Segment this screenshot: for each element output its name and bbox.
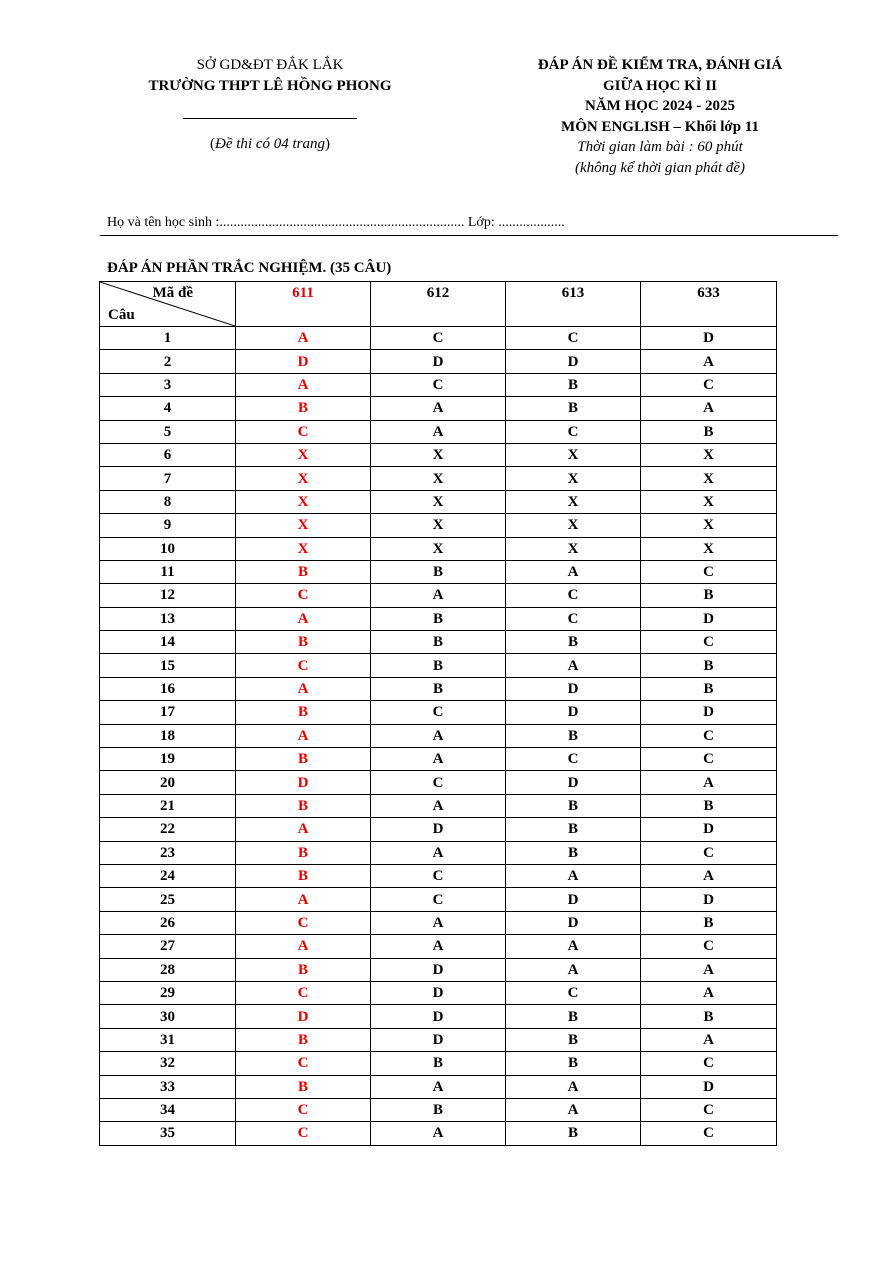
answer-cell-611: C — [236, 1098, 371, 1121]
table-row — [100, 560, 777, 583]
answer-cell-633: X — [641, 514, 777, 537]
answer-cell-611: B — [236, 794, 371, 817]
answer-cell-633: A — [641, 350, 777, 373]
answer-cell-612: A — [371, 1075, 506, 1098]
table-row — [100, 490, 777, 513]
table-row — [100, 677, 777, 700]
table-row — [100, 373, 777, 396]
answer-cell-612: B — [371, 607, 506, 630]
answer-cell-633: B — [641, 1005, 777, 1028]
answer-cell-611: C — [236, 911, 371, 934]
code-header-611: 611 — [236, 282, 371, 327]
question-number-cell: 23 — [100, 841, 236, 864]
answer-cell-633: C — [641, 1122, 777, 1145]
answer-cell-613: D — [506, 911, 641, 934]
exam-title-line1: ĐÁP ÁN ĐỀ KIỂM TRA, ĐÁNH GIÁ — [537, 57, 783, 73]
answer-cell-611: A — [236, 935, 371, 958]
answer-cell-633: A — [641, 864, 777, 887]
table-row — [100, 1028, 777, 1051]
table-row — [100, 1005, 777, 1028]
answer-cell-633: B — [641, 654, 777, 677]
answer-cell-613: B — [506, 1005, 641, 1028]
answer-cell-613: C — [506, 748, 641, 771]
question-number-cell: 26 — [100, 911, 236, 934]
answer-cell-611: B — [236, 1075, 371, 1098]
student-info-line: Họ và tên học sinh :...................................................................... Lớp: ................... — [107, 215, 565, 230]
answer-cell-613: B — [506, 818, 641, 841]
answer-cell-612: A — [371, 935, 506, 958]
code-header-613: 613 — [506, 282, 641, 327]
answer-key-table — [99, 281, 777, 1146]
answer-cell-633: A — [641, 397, 777, 420]
answer-cell-613: B — [506, 1052, 641, 1075]
school-year: NĂM HỌC 2024 - 2025 — [585, 98, 735, 114]
answer-cell-612: A — [371, 724, 506, 747]
table-row — [100, 467, 777, 490]
answer-cell-611: B — [236, 864, 371, 887]
answer-cell-611: D — [236, 350, 371, 373]
answer-cell-612: C — [371, 701, 506, 724]
answer-cell-633: D — [641, 818, 777, 841]
table-row — [100, 794, 777, 817]
answer-cell-611: X — [236, 537, 371, 560]
answer-cell-633: B — [641, 677, 777, 700]
question-number-cell: 20 — [100, 771, 236, 794]
question-number-cell: 24 — [100, 864, 236, 887]
answer-cell-612: A — [371, 420, 506, 443]
answer-cell-612: X — [371, 490, 506, 513]
corner-question-label: Câu — [108, 307, 135, 323]
table-row — [100, 327, 777, 350]
answer-cell-613: X — [506, 443, 641, 466]
question-number-cell: 8 — [100, 490, 236, 513]
question-number-cell: 9 — [100, 514, 236, 537]
answer-cell-633: B — [641, 584, 777, 607]
table-row — [100, 864, 777, 887]
answer-cell-613: B — [506, 397, 641, 420]
subject-grade: MÔN ENGLISH – Khối lớp 11 — [561, 118, 759, 135]
question-number-cell: 2 — [100, 350, 236, 373]
answer-cell-613: B — [506, 1028, 641, 1051]
table-row — [100, 420, 777, 443]
answer-cell-611: B — [236, 958, 371, 981]
answer-cell-612: B — [371, 560, 506, 583]
answer-cell-611: C — [236, 981, 371, 1004]
question-number-cell: 6 — [100, 443, 236, 466]
answer-cell-633: B — [641, 794, 777, 817]
answer-cell-612: A — [371, 794, 506, 817]
question-number-cell: 32 — [100, 1052, 236, 1075]
question-number-cell: 11 — [100, 560, 236, 583]
table-row — [100, 771, 777, 794]
answer-cell-612: C — [371, 327, 506, 350]
question-number-cell: 30 — [100, 1005, 236, 1028]
answer-cell-613: X — [506, 514, 641, 537]
answer-cell-613: D — [506, 771, 641, 794]
question-number-cell: 16 — [100, 677, 236, 700]
table-row — [100, 818, 777, 841]
answer-cell-613: A — [506, 654, 641, 677]
answer-cell-613: B — [506, 373, 641, 396]
table-row — [100, 701, 777, 724]
answer-cell-613: A — [506, 864, 641, 887]
corner-header-cell — [100, 282, 236, 327]
answer-cell-613: B — [506, 841, 641, 864]
department-name: SỞ GD&ĐT ĐẮK LẮK — [196, 57, 344, 73]
table-row — [100, 1098, 777, 1121]
pages-note-text: Đề thi có 04 trang — [215, 136, 325, 152]
answer-cell-633: C — [641, 935, 777, 958]
question-number-cell: 25 — [100, 888, 236, 911]
answer-cell-612: A — [371, 911, 506, 934]
answer-cell-611: C — [236, 1122, 371, 1145]
answer-cell-611: C — [236, 420, 371, 443]
answer-cell-611: B — [236, 397, 371, 420]
answer-cell-612: D — [371, 958, 506, 981]
table-row — [100, 841, 777, 864]
answer-cell-633: B — [641, 911, 777, 934]
table-row — [100, 584, 777, 607]
answer-cell-612: A — [371, 397, 506, 420]
answer-cell-613: A — [506, 1098, 641, 1121]
answer-cell-611: X — [236, 514, 371, 537]
answer-cell-633: D — [641, 701, 777, 724]
header-divider — [183, 118, 357, 119]
answer-cell-633: A — [641, 981, 777, 1004]
answer-cell-613: A — [506, 935, 641, 958]
table-row — [100, 1075, 777, 1098]
answer-cell-612: D — [371, 981, 506, 1004]
table-row — [100, 537, 777, 560]
answer-cell-612: D — [371, 1028, 506, 1051]
student-info-divider — [100, 235, 838, 236]
answer-cell-611: D — [236, 771, 371, 794]
answer-cell-611: A — [236, 373, 371, 396]
answer-cell-612: X — [371, 537, 506, 560]
answer-cell-612: D — [371, 350, 506, 373]
answer-cell-613: D — [506, 701, 641, 724]
answer-cell-613: B — [506, 1122, 641, 1145]
answer-cell-611: X — [236, 443, 371, 466]
answer-cell-612: B — [371, 654, 506, 677]
answer-cell-611: C — [236, 654, 371, 677]
code-header-633: 633 — [641, 282, 777, 327]
table-row — [100, 631, 777, 654]
table-row — [100, 748, 777, 771]
answer-cell-613: X — [506, 537, 641, 560]
answer-cell-613: D — [506, 350, 641, 373]
answer-cell-612: A — [371, 584, 506, 607]
question-number-cell: 31 — [100, 1028, 236, 1051]
table-row — [100, 1052, 777, 1075]
answer-rows — [100, 327, 777, 1146]
table-row — [100, 911, 777, 934]
answer-cell-611: B — [236, 748, 371, 771]
table-row — [100, 935, 777, 958]
answer-cell-612: B — [371, 1098, 506, 1121]
table-row — [100, 654, 777, 677]
answer-cell-633: A — [641, 771, 777, 794]
answer-cell-633: C — [641, 373, 777, 396]
question-number-cell: 29 — [100, 981, 236, 1004]
answer-cell-613: C — [506, 981, 641, 1004]
answer-cell-611: D — [236, 1005, 371, 1028]
header-left — [100, 55, 440, 155]
answer-cell-611: C — [236, 1052, 371, 1075]
answer-cell-613: B — [506, 631, 641, 654]
answer-cell-633: C — [641, 748, 777, 771]
question-number-cell: 3 — [100, 373, 236, 396]
exam-time-note: (không kể thời gian phát đề) — [574, 159, 746, 176]
answer-cell-611: A — [236, 677, 371, 700]
exam-time: Thời gian làm bài : 60 phút — [577, 139, 743, 155]
answer-cell-633: C — [641, 724, 777, 747]
answer-cell-612: X — [371, 514, 506, 537]
answer-cell-612: X — [371, 467, 506, 490]
answer-cell-612: C — [371, 888, 506, 911]
answer-cell-613: D — [506, 677, 641, 700]
answer-cell-611: B — [236, 631, 371, 654]
table-row — [100, 514, 777, 537]
answer-cell-612: C — [371, 864, 506, 887]
table-row — [100, 958, 777, 981]
answer-cell-633: X — [641, 443, 777, 466]
answer-cell-612: A — [371, 748, 506, 771]
answer-cell-633: A — [641, 958, 777, 981]
answer-cell-611: A — [236, 818, 371, 841]
answer-cell-613: D — [506, 888, 641, 911]
answer-cell-612: D — [371, 1005, 506, 1028]
table-row — [100, 350, 777, 373]
question-number-cell: 19 — [100, 748, 236, 771]
answer-cell-613: X — [506, 490, 641, 513]
header-right — [490, 55, 830, 178]
question-number-cell: 14 — [100, 631, 236, 654]
answer-cell-611: X — [236, 490, 371, 513]
table-row — [100, 1122, 777, 1145]
table-row — [100, 443, 777, 466]
answer-cell-633: D — [641, 888, 777, 911]
answer-cell-633: D — [641, 607, 777, 630]
question-number-cell: 28 — [100, 958, 236, 981]
question-number-cell: 27 — [100, 935, 236, 958]
question-number-cell: 21 — [100, 794, 236, 817]
question-number-cell: 13 — [100, 607, 236, 630]
answer-cell-633: A — [641, 1028, 777, 1051]
answer-cell-613: A — [506, 958, 641, 981]
answer-cell-633: C — [641, 1098, 777, 1121]
table-row — [100, 724, 777, 747]
table-row — [100, 397, 777, 420]
answer-cell-613: B — [506, 794, 641, 817]
pages-note: (Đề thi có 04 trang) — [210, 136, 330, 152]
answer-cell-613: B — [506, 724, 641, 747]
answer-cell-613: A — [506, 560, 641, 583]
answer-cell-611: A — [236, 888, 371, 911]
question-number-cell: 10 — [100, 537, 236, 560]
answer-cell-633: B — [641, 420, 777, 443]
question-number-cell: 22 — [100, 818, 236, 841]
answer-cell-612: X — [371, 443, 506, 466]
question-number-cell: 15 — [100, 654, 236, 677]
answer-cell-633: C — [641, 841, 777, 864]
answer-cell-612: A — [371, 1122, 506, 1145]
answer-cell-633: D — [641, 327, 777, 350]
corner-code-label: Mã đề — [152, 285, 193, 301]
answer-cell-633: C — [641, 1052, 777, 1075]
question-number-cell: 7 — [100, 467, 236, 490]
section-title: ĐÁP ÁN PHẦN TRẮC NGHIỆM. (35 CÂU) — [107, 260, 392, 276]
table-row — [100, 607, 777, 630]
answer-cell-633: X — [641, 537, 777, 560]
question-number-cell: 1 — [100, 327, 236, 350]
answer-cell-612: B — [371, 677, 506, 700]
answer-cell-613: C — [506, 327, 641, 350]
exam-title-line2: GIỮA HỌC KÌ II — [602, 77, 718, 94]
answer-cell-611: X — [236, 467, 371, 490]
answer-cell-633: D — [641, 1075, 777, 1098]
question-number-cell: 34 — [100, 1098, 236, 1121]
table-row — [100, 888, 777, 911]
question-number-cell: 12 — [100, 584, 236, 607]
question-number-cell: 35 — [100, 1122, 236, 1145]
answer-cell-633: X — [641, 490, 777, 513]
question-number-cell: 33 — [100, 1075, 236, 1098]
answer-cell-611: A — [236, 724, 371, 747]
answer-cell-612: C — [371, 771, 506, 794]
question-number-cell: 17 — [100, 701, 236, 724]
answer-cell-633: C — [641, 560, 777, 583]
answer-cell-633: X — [641, 467, 777, 490]
answer-cell-612: B — [371, 1052, 506, 1075]
answer-cell-633: C — [641, 631, 777, 654]
answer-cell-612: C — [371, 373, 506, 396]
code-header-612: 612 — [371, 282, 506, 327]
answer-cell-611: B — [236, 1028, 371, 1051]
question-number-cell: 18 — [100, 724, 236, 747]
answer-cell-613: A — [506, 1075, 641, 1098]
answer-cell-611: B — [236, 701, 371, 724]
answer-cell-612: B — [371, 631, 506, 654]
answer-cell-611: A — [236, 327, 371, 350]
answer-cell-611: C — [236, 584, 371, 607]
answer-cell-613: C — [506, 584, 641, 607]
school-name: TRƯỜNG THPT LÊ HỒNG PHONG — [148, 78, 392, 94]
question-number-cell: 4 — [100, 397, 236, 420]
answer-cell-612: A — [371, 841, 506, 864]
answer-cell-611: B — [236, 841, 371, 864]
table-header-row — [100, 282, 777, 327]
question-number-cell: 5 — [100, 420, 236, 443]
answer-cell-612: D — [371, 818, 506, 841]
table-row — [100, 981, 777, 1004]
answer-cell-613: C — [506, 607, 641, 630]
answer-cell-611: A — [236, 607, 371, 630]
answer-cell-613: X — [506, 467, 641, 490]
answer-cell-611: B — [236, 560, 371, 583]
answer-cell-613: C — [506, 420, 641, 443]
